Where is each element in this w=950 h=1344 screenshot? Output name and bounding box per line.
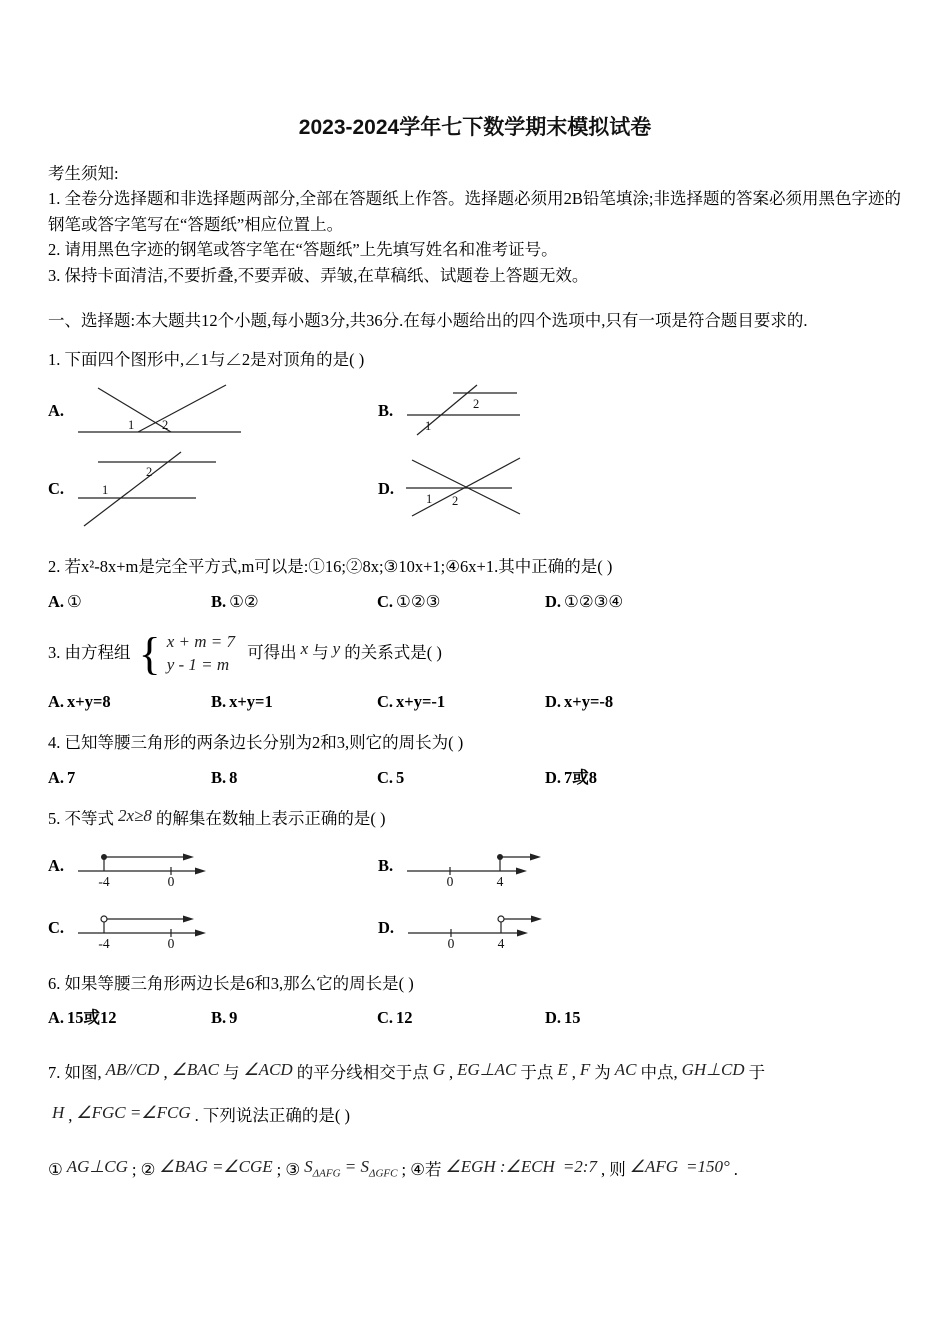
q7-text: 的平分线相交于点 bbox=[296, 1062, 429, 1082]
q6-option-d bbox=[545, 1005, 902, 1031]
q1-figure-b-image bbox=[405, 383, 525, 437]
q1-figure-b bbox=[378, 383, 902, 437]
svg-text:1: 1 bbox=[102, 483, 109, 498]
q5-figure-b bbox=[378, 843, 902, 889]
svg-text:0: 0 bbox=[167, 935, 175, 951]
q1-figure-d-image bbox=[406, 452, 526, 524]
section1-header: 一、选择题:本大题共12个小题,每小题3分,共36分.在每小题给出的四个选项中,只有一项是符合题目要求的. bbox=[48, 311, 808, 331]
area-symbol: S bbox=[304, 1157, 313, 1177]
q6-option-c bbox=[377, 1005, 545, 1031]
svg-text:0: 0 bbox=[167, 873, 175, 889]
option-letter: C. bbox=[377, 592, 394, 612]
statement-number: ① bbox=[48, 1160, 63, 1180]
svg-text:4: 4 bbox=[496, 873, 504, 889]
q7-text: 为 bbox=[594, 1062, 611, 1082]
statement-math: =150° bbox=[686, 1157, 730, 1177]
q3-suffix-2: 与 bbox=[312, 642, 329, 662]
q3-option-c bbox=[377, 689, 545, 715]
q7-text: , bbox=[68, 1106, 73, 1126]
svg-text:1: 1 bbox=[128, 418, 135, 433]
option-value: x+y=-1 bbox=[396, 691, 446, 711]
q7-math: ∠BAC bbox=[171, 1059, 219, 1079]
svg-text:2: 2 bbox=[162, 418, 169, 433]
option-value: 5 bbox=[396, 767, 405, 787]
q1-figure-a bbox=[48, 382, 378, 438]
statement-end: . bbox=[733, 1160, 738, 1180]
q1-figures-row1 bbox=[48, 382, 902, 438]
q3-option-d bbox=[545, 689, 902, 715]
q7-text: 于点 bbox=[520, 1062, 554, 1082]
option-letter: C. bbox=[377, 691, 394, 711]
q7-text: , bbox=[571, 1062, 576, 1082]
statement-number: ④若 bbox=[410, 1160, 442, 1180]
q7-text: 中点, bbox=[640, 1062, 678, 1082]
q3-option-a bbox=[48, 689, 211, 715]
option-value: x+y=-8 bbox=[564, 691, 614, 711]
q5-figure-c-label: C. bbox=[48, 917, 65, 937]
option-letter: A. bbox=[48, 592, 65, 612]
option-value: x+y=1 bbox=[229, 691, 273, 711]
q5-suffix: 的解集在数轴上表示正确的是( ) bbox=[155, 809, 386, 829]
svg-text:-4: -4 bbox=[98, 873, 110, 889]
option-letter: D. bbox=[545, 767, 562, 787]
q7-math: ∠FGC =∠FCG bbox=[76, 1103, 191, 1123]
option-value: 7 bbox=[67, 767, 76, 787]
option-value: 15或12 bbox=[67, 1008, 117, 1028]
statement-sep: ; bbox=[276, 1160, 282, 1180]
q7-statements bbox=[48, 1151, 902, 1189]
q5-figure-b-label: B. bbox=[378, 855, 394, 875]
q6-option-b bbox=[211, 1005, 377, 1031]
q7-text: 与 bbox=[222, 1062, 240, 1082]
option-letter: D. bbox=[545, 691, 562, 711]
q5-figure-a bbox=[48, 843, 378, 889]
question-7-text bbox=[48, 1051, 902, 1138]
q5-figure-c bbox=[48, 905, 378, 951]
q5-figure-d-label: D. bbox=[378, 917, 395, 937]
option-letter: C. bbox=[377, 1008, 394, 1028]
statement-math-area bbox=[304, 1157, 398, 1180]
svg-text:2: 2 bbox=[473, 397, 480, 412]
statement-math: =2:7 bbox=[562, 1157, 597, 1177]
question-6-text: 6. 如果等腰三角形两边长是6和3,那么它的周长是( ) bbox=[48, 973, 414, 993]
q3-option-b bbox=[211, 689, 377, 715]
option-letter: B. bbox=[211, 1008, 227, 1028]
q4-option-b bbox=[211, 765, 377, 791]
q5-figures-row1 bbox=[48, 843, 902, 889]
q2-option-b bbox=[211, 589, 377, 615]
question-2-text: 2. 若x²-8x+m是完全平方式,m可以是:①16;②8x;③10x+1;④6x+1.其中正确的是( ) bbox=[48, 557, 613, 577]
page-title: 2023-2024学年七下数学期末模拟试卷 bbox=[298, 116, 652, 139]
q4-options bbox=[48, 765, 902, 791]
q3-equation-system bbox=[138, 627, 239, 679]
q4-option-a bbox=[48, 765, 211, 791]
option-value: ①②③ bbox=[396, 592, 441, 612]
option-value: x+y=8 bbox=[67, 691, 111, 711]
option-value: 8 bbox=[229, 767, 238, 787]
q3-suffix-3: 的关系式是( ) bbox=[344, 642, 442, 662]
q1-figure-c bbox=[48, 448, 378, 528]
statement-math: ∠EGH :∠ECH bbox=[445, 1157, 555, 1177]
q7-text: 7. 如图, bbox=[48, 1062, 102, 1082]
q5-figure-a-image bbox=[76, 843, 216, 889]
q2-options bbox=[48, 589, 902, 615]
q1-figure-d bbox=[378, 452, 902, 524]
svg-text:4: 4 bbox=[497, 935, 505, 951]
q2-option-d bbox=[545, 589, 902, 615]
q3-prefix: 3. 由方程组 bbox=[48, 642, 131, 662]
statement-number: ③ bbox=[285, 1160, 301, 1180]
q3-options bbox=[48, 689, 902, 715]
option-letter: D. bbox=[545, 592, 562, 612]
q7-math: F bbox=[579, 1059, 591, 1079]
svg-text:1: 1 bbox=[426, 492, 433, 507]
q7-math: H bbox=[52, 1103, 65, 1123]
option-letter: A. bbox=[48, 1008, 65, 1028]
statement-number: ② bbox=[140, 1160, 156, 1180]
q3-equation-2: y - 1 = m bbox=[166, 654, 230, 674]
q7-math: GH⊥CD bbox=[681, 1059, 745, 1079]
svg-text:0: 0 bbox=[447, 935, 455, 951]
q6-option-a bbox=[48, 1005, 211, 1031]
equals: = bbox=[340, 1157, 361, 1177]
q4-option-d bbox=[545, 765, 902, 791]
q1-figure-d-label: D. bbox=[378, 478, 395, 498]
q3-equation-1: x + m = 7 bbox=[166, 631, 235, 651]
brace-icon: { bbox=[138, 627, 161, 679]
question-3-text bbox=[48, 627, 902, 679]
notice-item-1: 1. 全卷分选择题和非选择题两部分,全部在答题纸上作答。选择题必须用2B铅笔填涂;非选择题的答案必须用黑色字迹的钢笔或答字笔写在“答题纸”相应位置上。 bbox=[48, 189, 901, 234]
q4-option-c bbox=[377, 765, 545, 791]
q6-options bbox=[48, 1005, 902, 1031]
statement-text: , 则 bbox=[600, 1160, 626, 1180]
area-symbol: S bbox=[360, 1157, 369, 1177]
question-5-text bbox=[48, 806, 902, 832]
option-value: 9 bbox=[229, 1008, 238, 1028]
q1-figure-a-image bbox=[76, 382, 246, 438]
notice-header: 考生须知: bbox=[48, 163, 119, 183]
q3-var-y: y bbox=[332, 639, 341, 659]
q7-math: AC bbox=[614, 1059, 637, 1079]
q7-text: . 下列说法正确的是( ) bbox=[194, 1106, 350, 1126]
option-value: 15 bbox=[564, 1008, 581, 1028]
q5-figure-d bbox=[378, 905, 902, 951]
question-4-text: 4. 已知等腰三角形的两条边长分别为2和3,则它的周长为( ) bbox=[48, 733, 464, 753]
q7-math: G bbox=[432, 1059, 445, 1079]
option-value: 7或8 bbox=[564, 767, 598, 787]
q1-figure-c-image bbox=[76, 448, 221, 528]
q7-math: AB//CD bbox=[105, 1059, 160, 1079]
area-subscript: ΔGFC bbox=[369, 1167, 398, 1180]
area-subscript: ΔAFG bbox=[312, 1167, 341, 1180]
svg-text:0: 0 bbox=[446, 873, 454, 889]
q3-var-x: x bbox=[300, 639, 309, 659]
statement-math: ∠BAG =∠CGE bbox=[159, 1157, 273, 1177]
svg-text:1: 1 bbox=[425, 419, 432, 434]
option-value: ①② bbox=[229, 592, 259, 612]
q7-text: , bbox=[163, 1062, 168, 1082]
option-value: ①②③④ bbox=[564, 592, 624, 612]
q1-figure-b-label: B. bbox=[378, 400, 394, 420]
question-1-text: 1. 下面四个图形中,∠1与∠2是对顶角的是( ) bbox=[48, 349, 365, 369]
statement-sep: ; bbox=[401, 1160, 407, 1180]
q1-figures-row2 bbox=[48, 448, 902, 528]
option-value: ① bbox=[67, 592, 82, 612]
q7-text: , bbox=[448, 1062, 454, 1082]
option-letter: A. bbox=[48, 767, 65, 787]
q5-prefix: 5. 不等式 bbox=[48, 809, 114, 829]
option-letter: A. bbox=[48, 691, 65, 711]
svg-text:-4: -4 bbox=[98, 935, 110, 951]
q7-text: 于 bbox=[748, 1062, 766, 1082]
q1-figure-c-label: C. bbox=[48, 478, 65, 498]
q1-figure-a-label: A. bbox=[48, 400, 65, 420]
option-letter: B. bbox=[211, 592, 227, 612]
svg-text:2: 2 bbox=[146, 465, 153, 480]
q2-option-c bbox=[377, 589, 545, 615]
q3-suffix-1: 可得出 bbox=[247, 642, 297, 662]
q5-inequality: 2x≥8 bbox=[118, 806, 152, 826]
q5-figure-d-image bbox=[406, 905, 546, 951]
svg-text:2: 2 bbox=[452, 494, 459, 509]
option-value: 12 bbox=[396, 1008, 413, 1028]
q5-figures-row2 bbox=[48, 905, 902, 951]
q5-figure-a-label: A. bbox=[48, 855, 65, 875]
statement-sep: ; bbox=[131, 1160, 137, 1180]
option-letter: B. bbox=[211, 691, 227, 711]
q2-option-a bbox=[48, 589, 211, 615]
option-letter: D. bbox=[545, 1008, 562, 1028]
q7-math: ∠ACD bbox=[243, 1059, 293, 1079]
q7-math: E bbox=[557, 1059, 568, 1079]
q5-figure-c-image bbox=[76, 905, 216, 951]
option-letter: B. bbox=[211, 767, 227, 787]
notice-item-2: 2. 请用黑色字迹的钢笔或答字笔在“答题纸”上先填写姓名和准考证号。 bbox=[48, 240, 558, 260]
q7-math: EG⊥AC bbox=[457, 1059, 517, 1079]
q3-equations bbox=[161, 631, 239, 677]
statement-math: ∠AFG bbox=[629, 1157, 679, 1177]
q5-figure-b-image bbox=[405, 843, 545, 889]
option-letter: C. bbox=[377, 767, 394, 787]
statement-math: AG⊥CG bbox=[66, 1157, 128, 1177]
notice-item-3: 3. 保持卡面清洁,不要折叠,不要弄破、弄皱,在草稿纸、试题卷上答题无效。 bbox=[48, 265, 589, 285]
